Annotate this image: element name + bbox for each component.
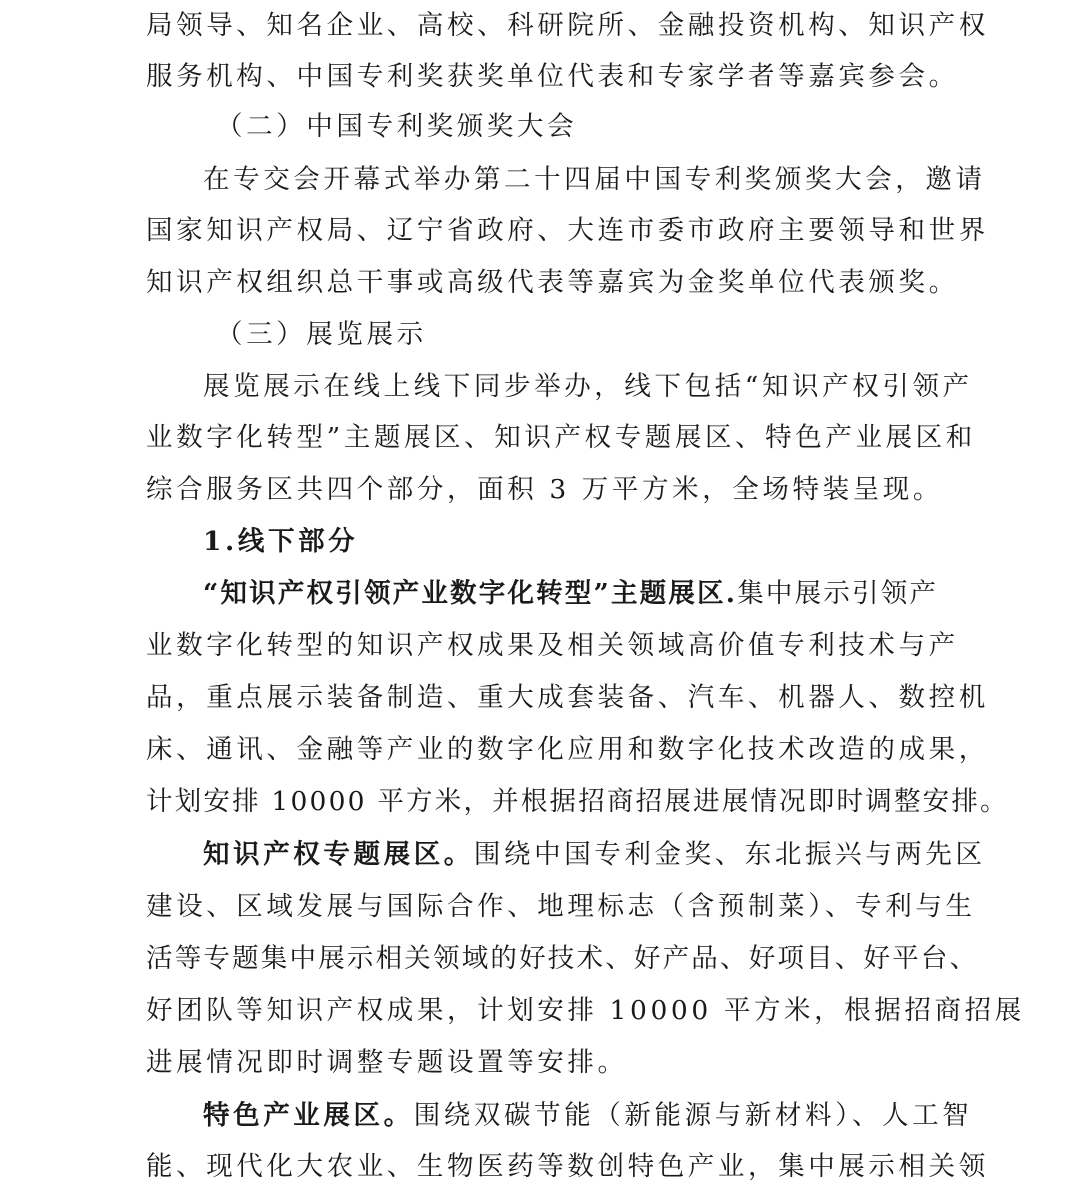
paragraph-line: 业数字化转型”主题展区、知识产权专题展区、特色产业展区和 [146, 422, 976, 453]
paragraph-line: 品，重点展示装备制造、重大成套装备、汽车、机器人、数控机 [146, 682, 989, 713]
zone-title: 特色产业展区。 [203, 1100, 414, 1131]
paragraph-line: 局领导、知名企业、高校、科研院所、金融投资机构、知识产权 [146, 10, 989, 41]
paragraph-line: 进展情况即时调整专题设置等安排。 [146, 1047, 628, 1078]
paragraph-line: 好团队等知识产权成果，计划安排 10000 平方米，根据招商招展 [146, 995, 1025, 1026]
paragraph-line [203, 577, 948, 611]
paragraph-line [203, 1099, 973, 1133]
paragraph-line: 服务机构、中国专利奖获奖单位代表和专家学者等嘉宾参会。 [146, 61, 959, 92]
paragraph-line: 业数字化转型的知识产权成果及相关领域高价值专利技术与产 [146, 630, 959, 661]
paragraph-line: 床、通讯、金融等产业的数字化应用和数字化技术改造的成果， [146, 734, 989, 765]
paragraph-line: 在专交会开幕式举办第二十四届中国专利奖颁奖大会，邀请 [203, 164, 986, 195]
section-heading: （三）展览展示 [216, 319, 427, 350]
paragraph-line: 知识产权组织总干事或高级代表等嘉宾为金奖单位代表颁奖。 [146, 267, 959, 298]
section-heading: （二）中国专利奖颁奖大会 [216, 111, 578, 142]
subsection-heading: 1.线下部分 [203, 526, 359, 557]
zone-description: 围绕中国专利金奖、东北振兴与两先区 [473, 839, 986, 870]
zone-description: 集中展示引领产 [737, 578, 939, 609]
paragraph-line: 展览展示在线上线下同步举办，线下包括“知识产权引领产 [203, 371, 973, 402]
paragraph-line: 建设、区域发展与国际合作、地理标志（含预制菜）、专利与生 [146, 891, 976, 922]
paragraph-line: 能、现代化大农业、生物医药等数创特色产业，集中展示相关领 [146, 1151, 989, 1182]
paragraph-line: 活等专题集中展示相关领域的好技术、好产品、好项目、好平台、 [146, 943, 979, 974]
zone-title: “知识产权引领产业数字化转型”主题展区. [203, 578, 738, 609]
paragraph-line: 综合服务区共四个部分，面积 3 万平方米，全场特装呈现。 [146, 474, 944, 505]
zone-description: 围绕双碳节能（新能源与新材料）、人工智 [413, 1100, 973, 1131]
paragraph-line: 计划安排 10000 平方米，并根据招商招展进展情况即时调整安排。 [146, 786, 1009, 817]
paragraph-line [203, 838, 986, 872]
paragraph-line: 国家知识产权局、辽宁省政府、大连市委市政府主要领导和世界 [146, 215, 989, 246]
zone-title: 知识产权专题展区。 [203, 839, 474, 870]
